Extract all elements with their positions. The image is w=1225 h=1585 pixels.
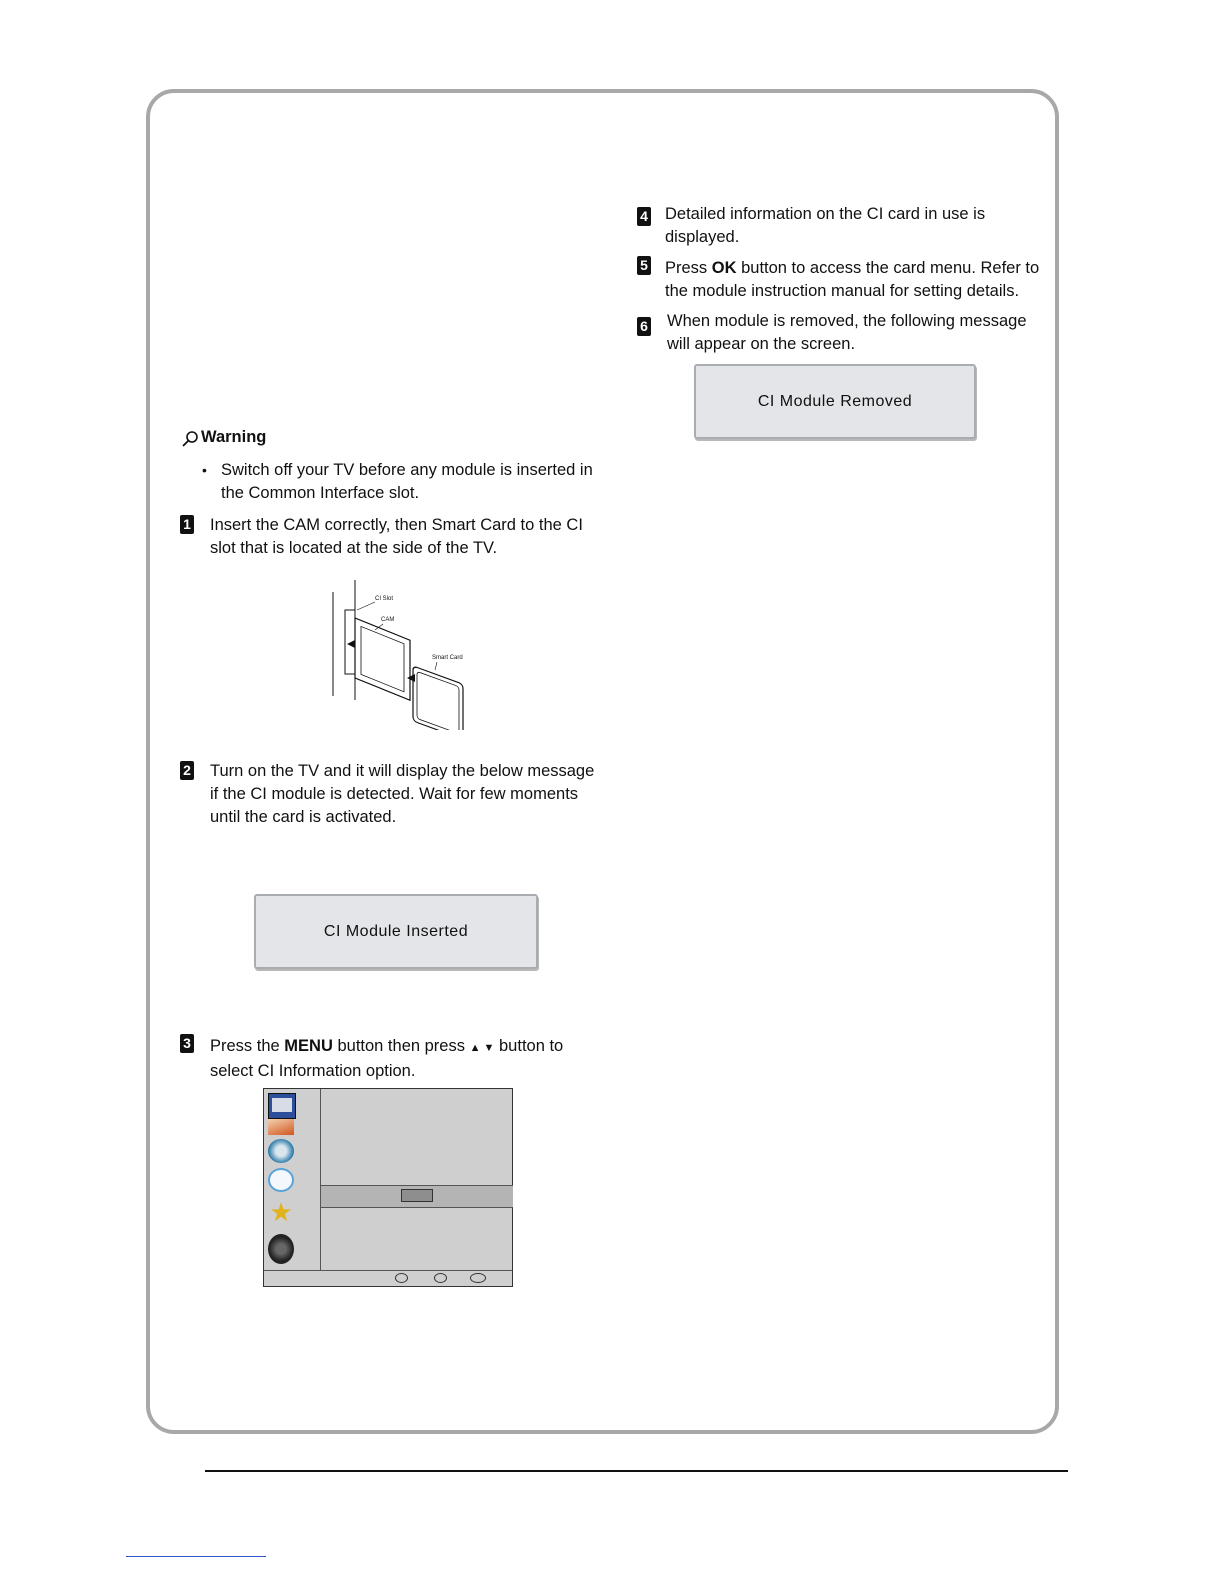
step-2-line-2: if the CI module is detected. Wait for few moments xyxy=(210,785,579,803)
step-2-number: 2 xyxy=(180,761,194,780)
bullet-dot: • xyxy=(202,462,207,478)
step-2-line-1: Turn on the TV and it will display the below message xyxy=(210,762,595,780)
menu-footer xyxy=(264,1270,512,1287)
ci-card-insertion-diagram xyxy=(325,578,475,730)
ok-button-label: OK xyxy=(711,259,737,277)
step-6-line-2: will appear on the screen. xyxy=(667,335,856,353)
step-6-number: 6 xyxy=(637,317,651,336)
step-3-number: 3 xyxy=(180,1034,194,1053)
step-3-line-2: select CI Information option. xyxy=(210,1062,416,1080)
step-1-line-1: Insert the CAM correctly, then Smart Card to the CI xyxy=(210,516,583,534)
step-1-line-2: slot that is located at the side of the TV. xyxy=(210,539,498,557)
warning-icon xyxy=(181,430,199,448)
tv-menu-screenshot xyxy=(263,1088,513,1287)
picture-icon xyxy=(268,1119,294,1135)
step-2-text xyxy=(210,760,594,829)
step-5-post: button to access the card menu. Refer to xyxy=(736,259,1040,277)
step-6-line-1: When module is removed, the following message xyxy=(667,312,1027,330)
ci-module-removed-message: CI Module Removed xyxy=(694,364,976,439)
warning-line-2: the Common Interface slot. xyxy=(221,484,420,502)
step-1-text xyxy=(210,514,583,560)
step-6-text xyxy=(667,310,1027,356)
step-5-text xyxy=(665,257,1039,303)
step-3-text xyxy=(210,1035,563,1083)
sound-icon xyxy=(268,1139,294,1163)
setup-star-icon: ★ xyxy=(269,1197,293,1227)
step-4-line-2: displayed. xyxy=(665,228,740,246)
step-4-number: 4 xyxy=(637,207,651,226)
lock-icon xyxy=(268,1234,294,1264)
step-5-line-1 xyxy=(665,257,1039,280)
time-icon xyxy=(268,1168,294,1192)
step-3-mid: button then press xyxy=(332,1037,470,1055)
step-5-line-2: the module instruction manual for setting details. xyxy=(665,282,1020,300)
step-5-number: 5 xyxy=(637,256,651,275)
step-1-number: 1 xyxy=(180,515,194,534)
navigate-key-icon xyxy=(434,1273,447,1283)
cam-label: CAM xyxy=(381,617,395,623)
up-down-arrows-icon: ▲ ▼ xyxy=(469,1042,495,1054)
ok-key-icon xyxy=(470,1273,486,1283)
footer-rule xyxy=(205,1470,1068,1472)
return-key-icon xyxy=(395,1273,408,1283)
step-3-pre: Press the xyxy=(210,1037,285,1055)
menu-button-label: MENU xyxy=(284,1037,333,1055)
step-3-line-1 xyxy=(210,1035,563,1060)
step-3-post: button to xyxy=(494,1037,564,1055)
step-5-pre: Press xyxy=(665,259,712,277)
warning-title: Warning xyxy=(201,428,267,446)
step-4-line-1: Detailed information on the CI card in use is xyxy=(665,205,986,223)
step-4-text xyxy=(665,203,985,249)
step-2-line-3: until the card is activated. xyxy=(210,808,397,826)
ci-module-inserted-message: CI Module Inserted xyxy=(254,894,538,969)
footer-link-underline xyxy=(126,1556,266,1557)
menu-sidebar xyxy=(264,1089,321,1270)
warning-line-1: Switch off your TV before any module is inserted in xyxy=(221,461,593,479)
menu-content-area xyxy=(320,1089,513,1186)
smart-card-label: Smart Card xyxy=(432,655,463,661)
warning-text xyxy=(221,459,593,505)
ci-information-button xyxy=(401,1189,433,1202)
ci-slot-label: CI Slot xyxy=(375,596,394,602)
channel-icon xyxy=(268,1093,296,1119)
